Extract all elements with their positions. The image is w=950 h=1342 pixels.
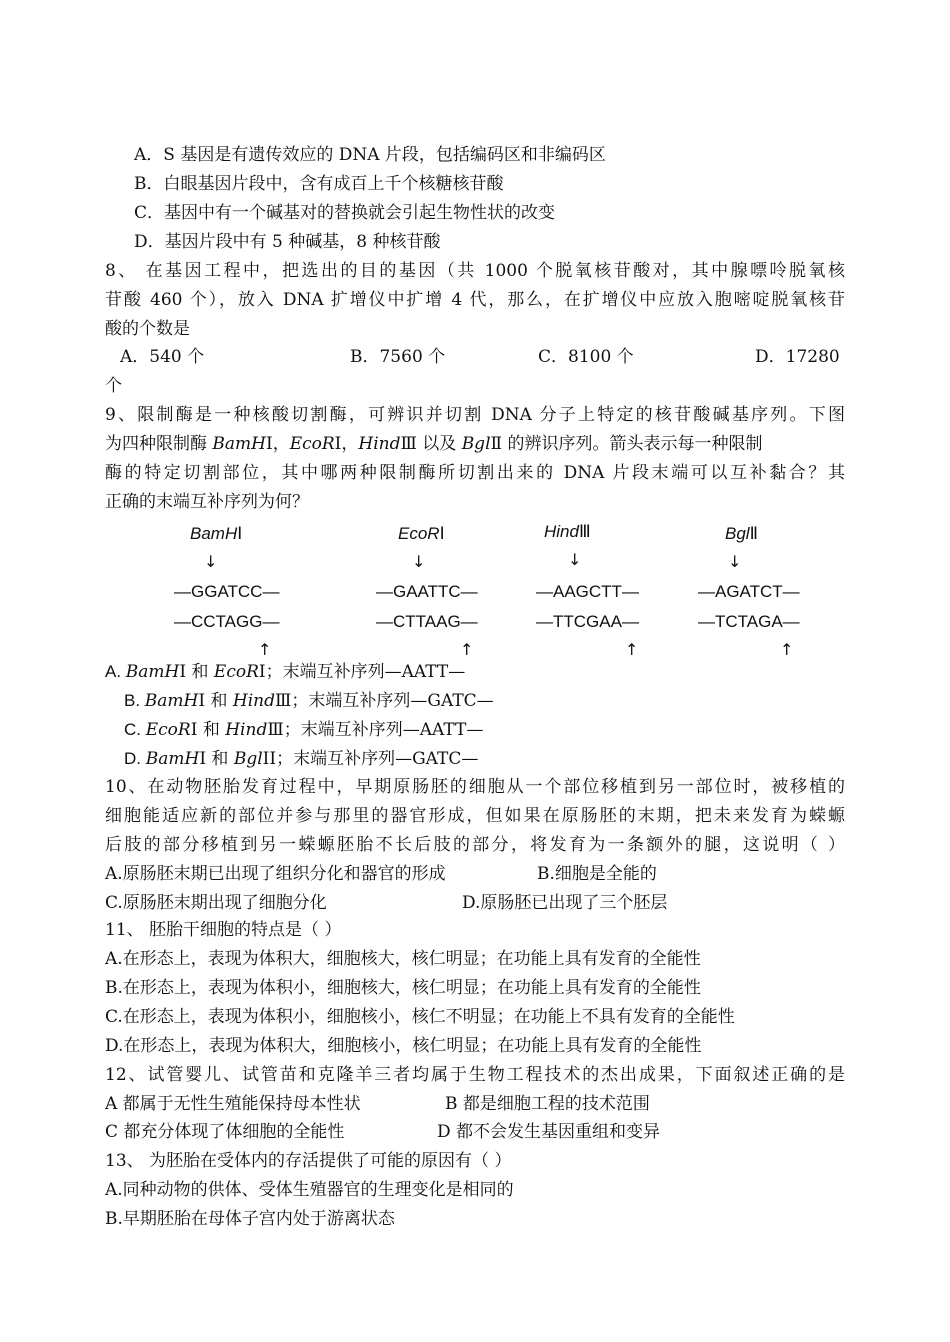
q8-stem-line-3: 酸的个数是 bbox=[105, 319, 190, 339]
q8-option-c: C．8100 个 bbox=[538, 347, 634, 367]
q12-option-d: D 都不会发生基因重组和变异 bbox=[437, 1122, 661, 1142]
q10-stem-line-1: 10、在动物胚胎发育过程中，早期原肠胚的细胞从一个部位移植到另一部位时，被移植的 bbox=[105, 777, 845, 797]
bglii-bottom-strand: —TCTAGA— bbox=[698, 612, 800, 631]
hindiii-bottom-strand: —TTCGAA— bbox=[536, 612, 639, 631]
q13-option-a: A.同种动物的供体、受体生殖器官的生理变化是相同的 bbox=[105, 1180, 514, 1200]
q7-option-b: B．白眼基因片段中，含有成百上千个核糖核苷酸 bbox=[134, 174, 504, 194]
q12-option-a: A 都属于无性生殖能保持母本性状 bbox=[105, 1094, 361, 1114]
q7-option-a: A．S 基因是有遗传效应的 DNA 片段，包括编码区和非编码区 bbox=[134, 145, 606, 165]
q11-option-c: C.在形态上，表现为体积小，细胞核小，核仁不明显；在功能上不具有发育的全能性 bbox=[105, 1007, 735, 1027]
q10-option-b: B.细胞是全能的 bbox=[537, 864, 657, 884]
q8-option-b: B．7560 个 bbox=[350, 347, 446, 367]
q10-option-c: C.原肠胚末期出现了细胞分化 bbox=[105, 893, 327, 913]
q9-option-b: B. BamHⅠ 和 HindⅢ；末端互补序列—GATC— bbox=[124, 691, 494, 711]
enzyme-label-bglii: BglⅡ bbox=[725, 524, 758, 543]
q7-option-c: C．基因中有一个碱基对的替换就会引起生物性状的改变 bbox=[134, 203, 556, 223]
q9-stem-line-2: 为四种限制酶 BamHⅠ，EcoRⅠ，HindⅢ 以及 BglⅡ 的辨识序列。箭头表示每一种限制 bbox=[105, 434, 763, 454]
ecori-bottom-strand: —CTTAAG— bbox=[376, 612, 478, 631]
q10-stem-line-2: 细胞能适应新的部位并参与那里的器官形成，但如果在原肠胚的末期，把未来发育为蝾螈 bbox=[105, 806, 845, 826]
q7-option-d: D．基因片段中有 5 种碱基，8 种核苷酸 bbox=[134, 232, 441, 252]
q9-option-d: D. BamHⅠ 和 BglⅠI；末端互补序列—GATC— bbox=[124, 749, 479, 769]
cut-arrow-down-icon: ↓ bbox=[204, 552, 218, 571]
q11-stem: 11、 胚胎干细胞的特点是（ ） bbox=[105, 920, 342, 940]
cut-arrow-down-icon: ↓ bbox=[412, 552, 426, 571]
cut-arrow-up-icon: ↑ bbox=[780, 640, 794, 659]
q10-option-d: D.原肠胚已出现了三个胚层 bbox=[462, 893, 668, 913]
q11-option-b: B.在形态上，表现为体积小，细胞核大，核仁明显；在功能上具有发育的全能性 bbox=[105, 978, 701, 998]
q9-stem-line-4: 正确的末端互补序列为何？ bbox=[105, 492, 309, 512]
cut-arrow-down-icon: ↓ bbox=[728, 552, 742, 571]
ecori-top-strand: —GAATTC— bbox=[376, 582, 478, 601]
q8-option-d: D．17280 bbox=[755, 347, 840, 367]
q9-option-a: A. BamHⅠ 和 EcoRⅠ；末端互补序列—AATT— bbox=[105, 662, 466, 682]
cut-arrow-up-icon: ↑ bbox=[258, 640, 272, 659]
q9-stem-line-1: 9、限制酶是一种核酸切割酶，可辨识并切割 DNA 分子上特定的核苷酸碱基序列。下图 bbox=[105, 405, 845, 425]
q11-option-d: D.在形态上，表现为体积大，细胞核小，核仁明显；在功能上具有发育的全能性 bbox=[105, 1036, 702, 1056]
q10-stem-line-3: 后肢的部分移植到另一蝾螈胚胎不长后肢的部分，将发育为一条额外的腿，这说明（ ） bbox=[105, 835, 845, 855]
q11-option-a: A.在形态上，表现为体积大，细胞核大，核仁明显；在功能上具有发育的全能性 bbox=[105, 949, 701, 969]
q13-option-b: B.早期胚胎在母体子宫内处于游离状态 bbox=[105, 1209, 395, 1229]
restriction-enzyme-figure bbox=[170, 512, 834, 662]
enzyme-label-ecori: EcoRⅠ bbox=[398, 524, 445, 543]
q13-stem: 13、 为胚胎在受体内的存活提供了可能的原因有（ ） bbox=[105, 1151, 512, 1171]
cut-arrow-up-icon: ↑ bbox=[460, 640, 474, 659]
cut-arrow-up-icon: ↑ bbox=[625, 640, 639, 659]
q8-stem-line-2: 苷酸 460 个），放入 DNA 扩增仪中扩增 4 代，那么，在扩增仪中应放入胞嘧啶脱氧核苷 bbox=[105, 290, 845, 310]
q12-option-b: B 都是细胞工程的技术范围 bbox=[445, 1094, 650, 1114]
q12-stem: 12、试管婴儿、试管苗和克隆羊三者均属于生物工程技术的杰出成果，下面叙述正确的是 bbox=[105, 1065, 845, 1085]
q9-stem-line-3: 酶的特定切割部位，其中哪两种限制酶所切割出来的 DNA 片段末端可以互补黏合？其 bbox=[105, 463, 845, 483]
bamhi-bottom-strand: —CCTAGG— bbox=[174, 612, 280, 631]
bamhi-top-strand: —GGATCC— bbox=[174, 582, 280, 601]
q8-option-a: A．540 个 bbox=[120, 347, 205, 367]
enzyme-label-bamhi: BamHⅠ bbox=[190, 524, 243, 543]
q10-option-a: A.原肠胚末期已出现了组织分化和器官的形成 bbox=[105, 864, 446, 884]
q8-option-d-wrap: 个 bbox=[105, 376, 122, 396]
hindiii-top-strand: —AAGCTT— bbox=[536, 582, 639, 601]
cut-arrow-down-icon: ↓ bbox=[568, 550, 582, 569]
enzyme-label-hindiii: HindⅢ bbox=[544, 522, 591, 541]
bglii-top-strand: —AGATCT— bbox=[698, 582, 800, 601]
q9-option-c: C. EcoRⅠ 和 HindⅢ；末端互补序列—AATT— bbox=[124, 720, 484, 740]
q12-option-c: C 都充分体现了体细胞的全能性 bbox=[105, 1122, 345, 1142]
q8-stem-line-1: 8、 在基因工程中，把选出的目的基因（共 1000 个脱氧核苷酸对，其中腺嘌呤脱氧核 bbox=[105, 261, 845, 281]
